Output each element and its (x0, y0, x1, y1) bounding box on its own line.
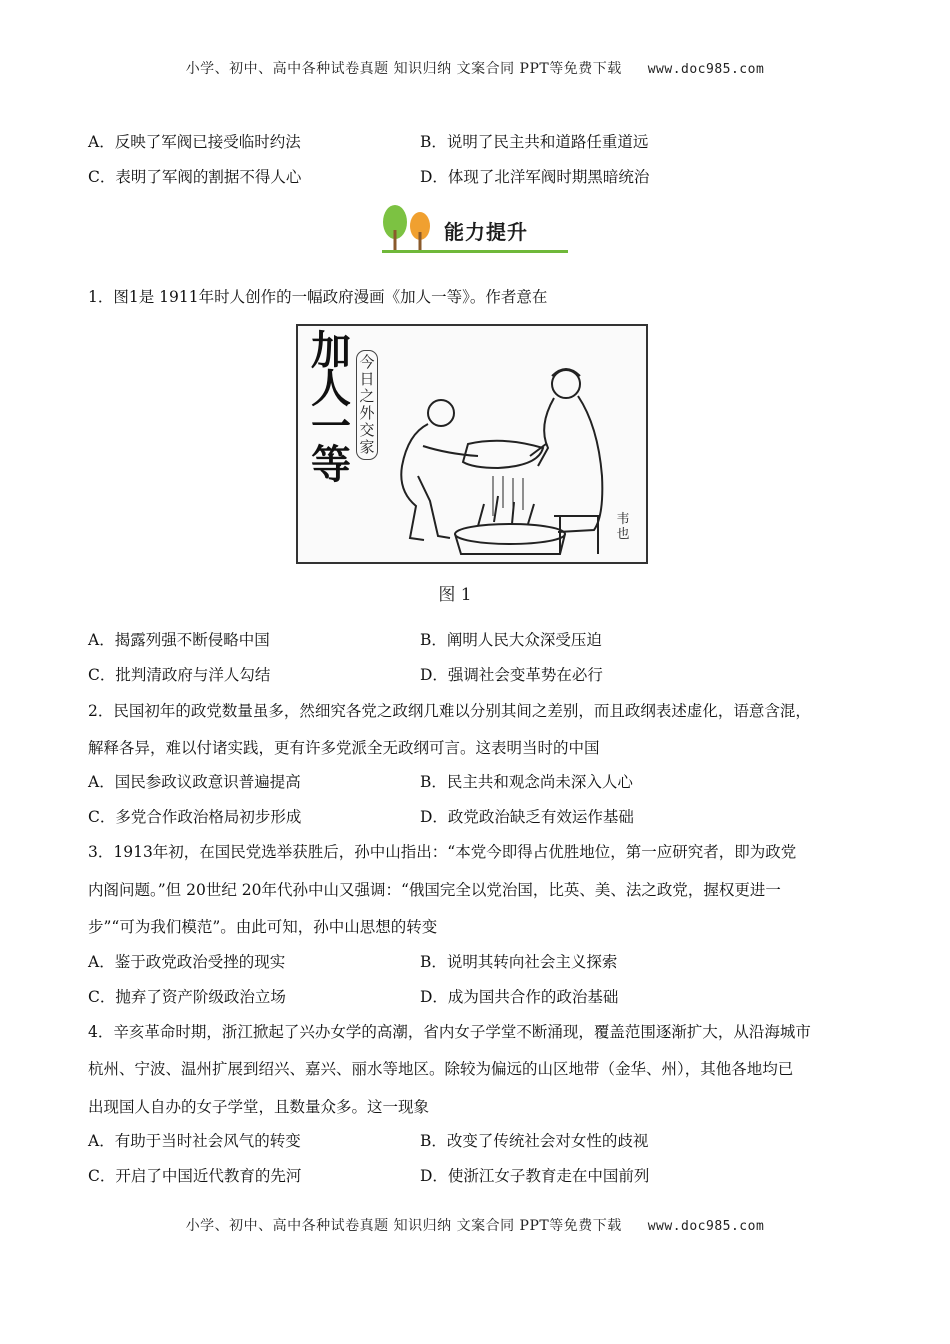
option-row (88, 986, 868, 1008)
question-4-line: 4．辛亥革命时期，浙江掀起了兴办女学的高潮，省内女子学堂不断涌现，覆盖范围逐渐扩大，从沿海城市 (88, 1023, 811, 1041)
section-banner (378, 202, 570, 256)
cartoon-figure (296, 324, 648, 564)
option-b: B．阐明人民大众深受压迫 (420, 631, 602, 649)
option-row (88, 806, 868, 828)
cartoon-signature: 韦也 (616, 512, 630, 542)
footer-url[interactable]: www.doc985.com (647, 1219, 765, 1234)
option-row (88, 951, 868, 973)
option-b: B．改变了传统社会对女性的歧视 (420, 1132, 649, 1150)
question-4-line: 出现国人自办的女子学堂，且数量众多。这一现象 (88, 1098, 430, 1116)
option-c: C．批判清政府与洋人勾结 (88, 666, 271, 684)
option-d: D．成为国共合作的政治基础 (420, 988, 619, 1006)
question-3-line: 步”“可为我们模范”。由此可知，孙中山思想的转变 (88, 918, 438, 936)
option-d: D．政党政治缺乏有效运作基础 (420, 808, 634, 826)
question-4-line: 杭州、宁波、温州扩展到绍兴、嘉兴、丽水等地区。除较为偏远的山区地带（金华、州），其他各地均已 (88, 1060, 794, 1078)
section-title: 能力提升 (444, 220, 528, 244)
option-row (88, 771, 868, 793)
question-3-line: 内阁问题。”但 20世纪 20年代孙中山又强调：“俄国完全以党治国，比英、美、法之政党，握权更进一 (88, 881, 781, 899)
footer-text: 小学、初中、高中各种试卷真题 知识归纳 文案合同 PPT等免费下载 (185, 1218, 622, 1234)
header-text: 小学、初中、高中各种试卷真题 知识归纳 文案合同 PPT等免费下载 (185, 61, 622, 77)
option-a: A．反映了军阀已接受临时约法 (88, 133, 301, 151)
option-c: C．表明了军阀的割据不得人心 (88, 168, 302, 186)
option-b: B．说明其转向社会主义探索 (420, 953, 618, 971)
option-a: A．揭露列强不断侵略中国 (88, 631, 270, 649)
option-c: C．开启了中国近代教育的先河 (88, 1167, 302, 1185)
question-2-line: 2．民国初年的政党数量虽多，然细究各党之政纲几难以分别其间之差别，而且政纲表述虚化，语意含混， (88, 702, 811, 720)
option-row (88, 166, 868, 188)
cartoon-drawing (298, 326, 646, 562)
option-row (88, 1165, 868, 1187)
option-row (88, 664, 868, 686)
cartoon-title: 加人一等 (311, 327, 351, 488)
page-header (0, 58, 950, 78)
option-d: D．使浙江女子教育走在中国前列 (420, 1167, 650, 1185)
option-a: A．鉴于政党政治受挫的现实 (88, 953, 286, 971)
option-row (88, 131, 868, 153)
option-b: B．民主共和观念尚未深入人心 (420, 773, 633, 791)
question-2-line: 解释各异，难以付诸实践，更有许多党派全无政纲可言。这表明当时的中国 (88, 739, 600, 757)
option-row (88, 629, 868, 651)
question-3-line: 3．1913年初，在国民党选举获胜后，孙中山指出：“本党今即得占优胜地位，第一应研究者，即为政党 (88, 843, 797, 861)
option-row (88, 1130, 868, 1152)
cartoon-subtitle: 今日之外交家 (356, 350, 378, 460)
question-1-line: 1．图1是 1911年时人创作的一幅政府漫画《加人一等》。作者意在 (88, 288, 548, 306)
option-c: C．多党合作政治格局初步形成 (88, 808, 302, 826)
option-d: D．强调社会变革势在必行 (420, 666, 603, 684)
option-c: C．抛弃了资产阶级政治立场 (88, 988, 286, 1006)
option-a: A．国民参政议政意识普遍提高 (88, 773, 301, 791)
option-a: A．有助于当时社会风气的转变 (88, 1132, 301, 1150)
page-footer (0, 1215, 950, 1235)
option-b: B．说明了民主共和道路任重道远 (420, 133, 649, 151)
header-url[interactable]: www.doc985.com (647, 62, 765, 77)
figure-caption: 图 1 (438, 585, 472, 605)
option-d: D．体现了北洋军阀时期黑暗统治 (420, 168, 650, 186)
